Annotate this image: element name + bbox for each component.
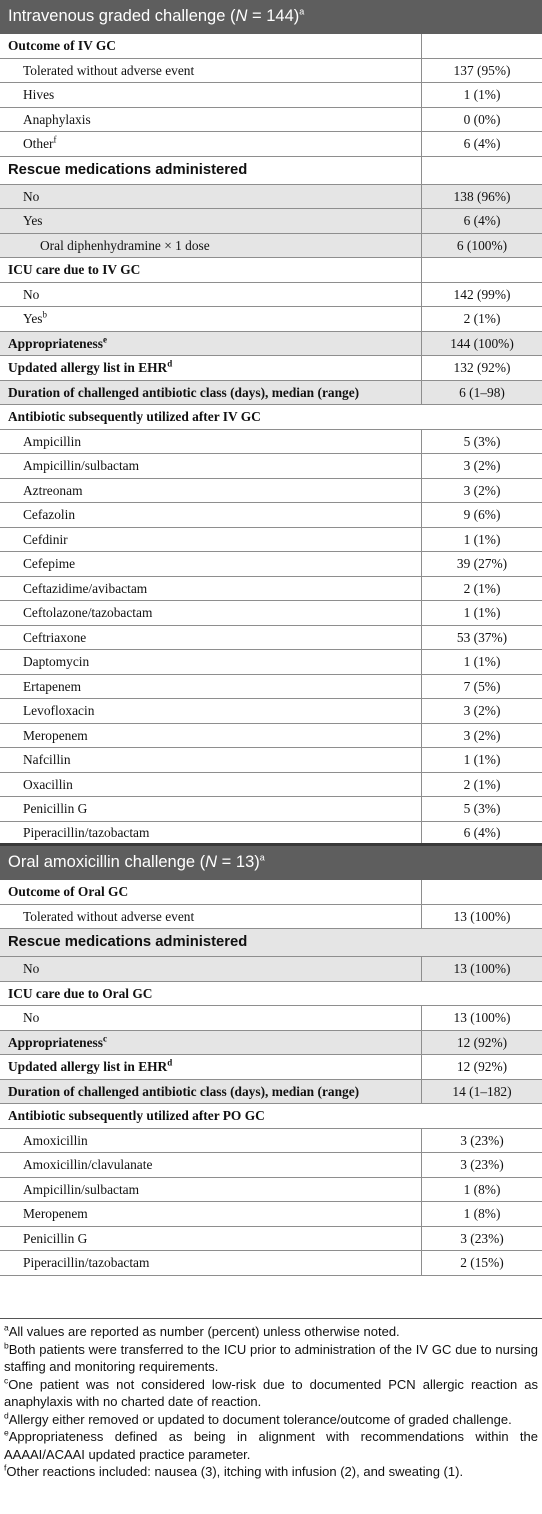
row-label-text: Ceftazidime/avibactam xyxy=(23,580,148,596)
row-value xyxy=(421,157,542,184)
row-value: 6 (4%) xyxy=(421,209,542,233)
footnote-text: Appropriateness defined as being in alignment with recommendations within the AAAAI/ACAAI updated practice parameter. xyxy=(4,1429,538,1462)
row-label-text: Duration of challenged antibiotic class (days), median (range) xyxy=(8,1083,360,1099)
row-label-text: Meropenem xyxy=(23,1206,88,1222)
table-row xyxy=(0,1251,542,1276)
table-row xyxy=(0,1080,542,1105)
row-label xyxy=(0,935,542,950)
row-value: 132 (92%) xyxy=(421,356,542,380)
row-value: 1 (1%) xyxy=(421,528,542,552)
footnote-marker: d xyxy=(4,1410,9,1421)
section-title-count: = 144) xyxy=(247,7,300,26)
table-row xyxy=(0,929,542,957)
table-row xyxy=(0,307,542,332)
row-label-text: Ampicillin/sulbactam xyxy=(23,1181,140,1197)
row-label-text: No xyxy=(23,1010,40,1026)
row-value: 0 (0%) xyxy=(421,108,542,132)
row-label-text: Oral diphenhydramine × 1 dose xyxy=(40,237,210,253)
row-value: 6 (1–98) xyxy=(421,381,542,405)
footnote-marker: b xyxy=(4,1340,9,1351)
row-value: 13 (100%) xyxy=(421,957,542,981)
row-value: 13 (100%) xyxy=(421,1006,542,1030)
footnote-marker: b xyxy=(42,309,47,320)
table-row xyxy=(0,83,542,108)
footnote-marker: c xyxy=(102,1033,107,1044)
row-label-text: Ceftolazone/tazobactam xyxy=(23,605,153,621)
table-row xyxy=(0,626,542,651)
row-value: 142 (99%) xyxy=(421,283,542,307)
table-row xyxy=(0,773,542,798)
row-value: 144 (100%) xyxy=(421,332,542,356)
section-header xyxy=(0,0,542,34)
row-value: 3 (2%) xyxy=(421,699,542,723)
row-value: 9 (6%) xyxy=(421,503,542,527)
table-row xyxy=(0,1129,542,1154)
table-row xyxy=(0,209,542,234)
table-row xyxy=(0,1031,542,1056)
row-label-text: Outcome of Oral GC xyxy=(8,884,129,900)
row-value: 3 (2%) xyxy=(421,454,542,478)
row-value: 1 (1%) xyxy=(421,601,542,625)
table-row xyxy=(0,982,542,1007)
section-title-text: Intravenous graded challenge ( xyxy=(8,7,236,26)
section-title-count: = 13) xyxy=(217,853,260,872)
row-label-text: Rescue medications administered xyxy=(8,934,248,951)
row-value: 1 (8%) xyxy=(421,1202,542,1226)
row-label-text: Outcome of IV GC xyxy=(8,38,116,54)
row-label-text: Duration of challenged antibiotic class (days), median (range) xyxy=(8,384,360,400)
table-row xyxy=(0,381,542,406)
footnote-marker: d xyxy=(167,1057,173,1068)
row-value: 13 (100%) xyxy=(421,905,542,929)
row-label-text: Anaphylaxis xyxy=(23,111,91,127)
table-row xyxy=(0,724,542,749)
row-value xyxy=(421,258,542,282)
row-label-text: Meropenem xyxy=(23,727,88,743)
row-value: 14 (1–182) xyxy=(421,1080,542,1104)
table-row xyxy=(0,601,542,626)
table-row xyxy=(0,1153,542,1178)
table-row xyxy=(0,1006,542,1031)
footnote-marker: e xyxy=(102,334,107,345)
row-value: 2 (1%) xyxy=(421,307,542,331)
row-label-text: Cefdinir xyxy=(23,531,68,547)
footnote-marker: a xyxy=(259,852,265,863)
row-label-text: Piperacillin/tazobactam xyxy=(23,1255,150,1271)
row-label-text: No xyxy=(23,286,40,302)
footnote-marker: f xyxy=(53,134,57,145)
row-value: 12 (92%) xyxy=(421,1031,542,1055)
table-row xyxy=(0,675,542,700)
table-row xyxy=(0,1055,542,1080)
table-row xyxy=(0,108,542,133)
section-title-n: N xyxy=(235,7,248,26)
row-label-text: Nafcillin xyxy=(23,752,71,768)
table-footnotes xyxy=(0,1318,542,1481)
table-row xyxy=(0,1178,542,1203)
row-value: 5 (3%) xyxy=(421,430,542,454)
row-label-text: Amoxicillin xyxy=(23,1132,88,1148)
footnote xyxy=(0,1323,542,1341)
row-value: 3 (23%) xyxy=(421,1153,542,1177)
table-row xyxy=(0,283,542,308)
row-label-text: Cefepime xyxy=(23,556,76,572)
footnote xyxy=(0,1376,542,1411)
row-label xyxy=(0,1109,542,1122)
row-value: 2 (15%) xyxy=(421,1251,542,1275)
row-label-text: ICU care due to Oral GC xyxy=(8,985,153,1001)
table-row xyxy=(0,157,542,185)
footnote-marker: e xyxy=(4,1427,9,1438)
row-label-text: Tolerated without adverse event xyxy=(23,62,195,78)
table-row xyxy=(0,479,542,504)
row-value: 137 (95%) xyxy=(421,59,542,83)
footnote xyxy=(0,1463,542,1481)
row-label-text: ICU care due to IV GC xyxy=(8,262,141,278)
footnote-marker: a xyxy=(299,6,305,17)
row-label-text: Aztreonam xyxy=(23,482,83,498)
footnote-marker: a xyxy=(4,1322,9,1333)
row-value: 6 (4%) xyxy=(421,132,542,156)
table-row xyxy=(0,430,542,455)
row-label-text: Other xyxy=(23,136,54,152)
row-value xyxy=(421,34,542,58)
row-label-text: Oxacillin xyxy=(23,776,73,792)
row-value: 2 (1%) xyxy=(421,773,542,797)
row-value xyxy=(421,880,542,904)
table-row xyxy=(0,234,542,259)
table-row xyxy=(0,957,542,982)
row-label-text: Yes xyxy=(23,311,43,327)
row-label-text: Hives xyxy=(23,87,55,103)
table-row xyxy=(0,405,542,430)
row-label xyxy=(0,987,542,1000)
row-label-text: Antibiotic subsequently utilized after PO GC xyxy=(8,1108,265,1124)
table-row xyxy=(0,822,542,847)
row-label-text: Tolerated without adverse event xyxy=(23,908,195,924)
row-label-text: No xyxy=(23,188,40,204)
table-row xyxy=(0,1227,542,1252)
row-value: 1 (1%) xyxy=(421,650,542,674)
table-row xyxy=(0,650,542,675)
row-value: 6 (4%) xyxy=(421,822,542,844)
table-row xyxy=(0,132,542,157)
row-value: 53 (37%) xyxy=(421,626,542,650)
section-title-text: Oral amoxicillin challenge ( xyxy=(8,853,206,872)
footnote-text: One patient was not considered low-risk due to documented PCN allergic reaction as anaphylaxis with no charted date of reaction. xyxy=(4,1376,538,1409)
table-row xyxy=(0,577,542,602)
table-row xyxy=(0,797,542,822)
row-label-text: Penicillin G xyxy=(23,1230,88,1246)
row-label-text: Yes xyxy=(23,213,43,229)
table-row xyxy=(0,59,542,84)
section-title xyxy=(0,854,542,871)
row-label-text: Piperacillin/tazobactam xyxy=(23,824,150,840)
row-value: 7 (5%) xyxy=(421,675,542,699)
table-row xyxy=(0,748,542,773)
table-row xyxy=(0,332,542,357)
row-value: 12 (92%) xyxy=(421,1055,542,1079)
table-row xyxy=(0,905,542,930)
table-row xyxy=(0,1104,542,1129)
row-value: 3 (23%) xyxy=(421,1129,542,1153)
row-label-text: Appropriateness xyxy=(8,1034,103,1050)
row-label-text: Updated allergy list in EHR xyxy=(8,1059,168,1075)
footnote-marker: f xyxy=(4,1462,7,1473)
table-row xyxy=(0,528,542,553)
footnote-marker: d xyxy=(167,358,173,369)
row-label-text: Rescue medications administered xyxy=(8,161,248,178)
section-title xyxy=(0,8,542,25)
row-value: 1 (1%) xyxy=(421,748,542,772)
row-label-text: Ampicillin xyxy=(23,433,82,449)
section-title-n: N xyxy=(205,853,218,872)
table-row xyxy=(0,258,542,283)
row-label-text: Amoxicillin/clavulanate xyxy=(23,1157,153,1173)
row-label-text: Appropriateness xyxy=(8,335,103,351)
row-label-text: Ceftriaxone xyxy=(23,629,87,645)
table-row xyxy=(0,503,542,528)
footnote-text: Allergy either removed or updated to document tolerance/outcome of graded challenge. xyxy=(8,1411,512,1427)
table-row xyxy=(0,699,542,724)
table-row xyxy=(0,552,542,577)
footnote-text: Both patients were transferred to the ICU prior to administration of the IV GC due to nursing staffing and monitoring requirements. xyxy=(4,1341,538,1374)
row-value: 2 (1%) xyxy=(421,577,542,601)
row-value: 6 (100%) xyxy=(421,234,542,258)
row-label-text: Penicillin G xyxy=(23,801,88,817)
row-label-text: Updated allergy list in EHR xyxy=(8,360,168,376)
row-label xyxy=(0,410,542,423)
table-row xyxy=(0,185,542,210)
row-value: 5 (3%) xyxy=(421,797,542,821)
footnote-text: All values are reported as number (percent) unless otherwise noted. xyxy=(8,1324,400,1339)
row-label-text: No xyxy=(23,961,40,977)
row-value: 3 (2%) xyxy=(421,479,542,503)
footnote xyxy=(0,1428,542,1463)
row-value: 1 (1%) xyxy=(421,83,542,107)
table-row xyxy=(0,454,542,479)
row-label-text: Levofloxacin xyxy=(23,703,95,719)
footnote xyxy=(0,1341,542,1376)
footnote xyxy=(0,1411,542,1429)
table-row xyxy=(0,1202,542,1227)
row-label-text: Daptomycin xyxy=(23,654,90,670)
row-label-text: Antibiotic subsequently utilized after IV GC xyxy=(8,409,261,425)
table-row xyxy=(0,34,542,59)
row-value: 3 (23%) xyxy=(421,1227,542,1251)
footnote-marker: c xyxy=(4,1375,9,1386)
row-value: 1 (8%) xyxy=(421,1178,542,1202)
table-row xyxy=(0,356,542,381)
row-value: 39 (27%) xyxy=(421,552,542,576)
row-label-text: Ampicillin/sulbactam xyxy=(23,458,140,474)
footnote-text: Other reactions included: nausea (3), itching with infusion (2), and sweating (1). xyxy=(6,1464,464,1479)
row-label-text: Cefazolin xyxy=(23,507,76,523)
row-label-text: Ertapenem xyxy=(23,678,81,694)
row-value: 138 (96%) xyxy=(421,185,542,209)
table-row xyxy=(0,880,542,905)
row-value: 3 (2%) xyxy=(421,724,542,748)
section-header xyxy=(0,846,542,880)
